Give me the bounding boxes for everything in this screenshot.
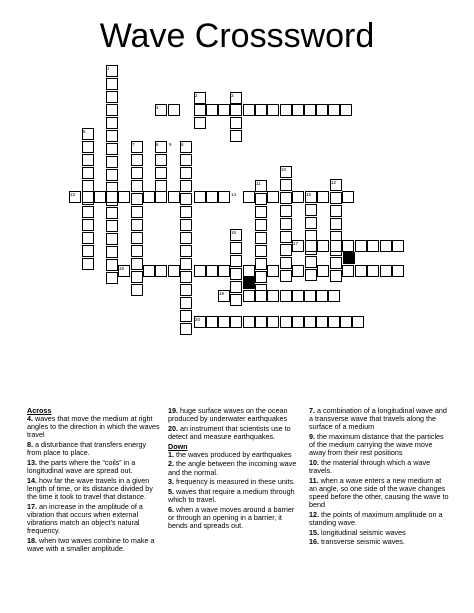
grid-cell[interactable]: [180, 167, 192, 179]
clue-down-1: 1. the waves produced by earthquakes: [168, 449, 292, 459]
grid-cell[interactable]: [280, 205, 292, 217]
clue-number: 13: [70, 191, 76, 197]
grid-cell[interactable]: [82, 258, 94, 270]
grid-cell[interactable]: [342, 265, 354, 277]
grid-cell[interactable]: [180, 310, 192, 322]
grid-cell[interactable]: [305, 204, 317, 216]
clue-number: 7: [132, 141, 135, 147]
clue-number: 4: [156, 104, 159, 110]
grid-cell[interactable]: [292, 265, 304, 277]
clue-number: 14: [231, 191, 237, 197]
grid-cell[interactable]: [392, 240, 404, 252]
grid-cell[interactable]: [280, 179, 292, 191]
clue-number: 3: [231, 92, 234, 98]
grid-cell[interactable]: [131, 206, 143, 218]
grid-cell[interactable]: [194, 117, 206, 129]
clue-across-14: 14. how far the wave travels in a given length of time, or its distance divided by the time it took to travel that distance.: [27, 475, 153, 502]
grid-cell[interactable]: [255, 219, 267, 231]
grid-cell[interactable]: [267, 104, 279, 116]
grid-cell[interactable]: [255, 245, 267, 257]
grid-cell[interactable]: [367, 265, 379, 277]
grid-cell[interactable]: [255, 232, 267, 244]
grid-cell[interactable]: [280, 270, 292, 282]
grid-cell[interactable]: [106, 117, 118, 129]
grid-cell[interactable]: [280, 316, 292, 328]
grid-cell[interactable]: [380, 265, 392, 277]
grid-cell[interactable]: [243, 104, 255, 116]
grid-cell[interactable]: [218, 265, 230, 277]
clue-number: 17: [293, 240, 299, 246]
grid-cell[interactable]: [243, 316, 255, 328]
clue-across-13: 13. the parts where the “coils” in a longitudinal wave are spread out.: [27, 457, 136, 476]
grid-cell[interactable]: [328, 316, 340, 328]
grid-cell[interactable]: [255, 206, 267, 218]
grid-cell[interactable]: [255, 104, 267, 116]
grid-cell[interactable]: [267, 191, 279, 203]
across-heading: Across: [27, 406, 52, 415]
grid-cell[interactable]: [131, 180, 143, 192]
clue-number: 10: [281, 166, 287, 172]
grid-cell[interactable]: [304, 290, 316, 302]
grid-cell[interactable]: [194, 265, 206, 277]
clue-down-16: 16. transverse seismic waves.: [309, 537, 405, 547]
clue-number: 19: [219, 290, 225, 296]
grid-cell[interactable]: [82, 141, 94, 153]
grid-cell[interactable]: [316, 104, 328, 116]
grid-cell[interactable]: [82, 219, 94, 231]
grid-cell[interactable]: [206, 191, 218, 203]
grid-cell[interactable]: [82, 232, 94, 244]
grid-cell[interactable]: [280, 218, 292, 230]
grid-cell[interactable]: [255, 258, 267, 270]
grid-cell[interactable]: [106, 143, 118, 155]
grid-cell[interactable]: [168, 104, 180, 116]
grid-cell[interactable]: [267, 265, 279, 277]
clue-down-7: 7. a combination of a longitudinal wave and a transverse wave that travels along the surface of a medium: [309, 406, 447, 432]
grid-cell[interactable]: [180, 323, 192, 335]
clue-down-12: 12. the points of maximum amplitude on a standing wave.: [309, 509, 443, 528]
grid-cell[interactable]: [106, 259, 118, 271]
down-heading: Down: [168, 441, 188, 451]
grid-cell[interactable]: [106, 246, 118, 258]
grid-cell[interactable]: [180, 271, 192, 283]
grid-cell[interactable]: [280, 257, 292, 269]
clue-down-5: 5. waves that require a medium through which to travel.: [168, 486, 295, 505]
clue-number: 2: [195, 92, 198, 98]
grid-cell[interactable]: [230, 294, 242, 306]
grid-cell[interactable]: [82, 245, 94, 257]
grid-cell[interactable]: [280, 192, 292, 204]
grid-cell[interactable]: [380, 240, 392, 252]
clue-across-17: 17. an increase in the amplitude of a vibration that occurs when external vibrations match an object’s natural frequency.: [27, 501, 143, 536]
grid-cell[interactable]: [355, 265, 367, 277]
grid-cell[interactable]: [340, 104, 352, 116]
blocked-cell: [243, 277, 255, 289]
grid-cell[interactable]: [230, 117, 242, 129]
grid-cell[interactable]: [106, 220, 118, 232]
grid-cell[interactable]: [131, 154, 143, 166]
grid-cell[interactable]: [317, 265, 329, 277]
grid-cell[interactable]: [106, 191, 118, 203]
grid-cell[interactable]: [230, 281, 242, 293]
clue-across-8: 8. a disturbance that transfers energy from place to place.: [27, 440, 147, 458]
grid-cell[interactable]: [255, 316, 267, 328]
grid-cell[interactable]: [106, 207, 118, 219]
across-clues-col1: [27, 407, 161, 555]
clue-number: 6: [156, 141, 159, 147]
grid-cell[interactable]: [243, 191, 255, 203]
grid-cell[interactable]: [106, 104, 118, 116]
grid-cell[interactable]: [342, 240, 354, 252]
grid-cell[interactable]: [155, 167, 167, 179]
grid-cell[interactable]: [143, 265, 155, 277]
grid-cell[interactable]: [131, 258, 143, 270]
grid-cell[interactable]: [180, 180, 192, 192]
clue-number: 9: [169, 141, 172, 147]
grid-cell[interactable]: [305, 240, 317, 252]
grid-cell[interactable]: [218, 104, 230, 116]
grid-cell[interactable]: [304, 316, 316, 328]
grid-cell[interactable]: [168, 191, 180, 203]
grid-cell[interactable]: [180, 245, 192, 257]
blocked-cell: [343, 252, 355, 264]
clue-down-15: 15. longitudinal seismic waves: [309, 527, 406, 537]
grid-cell[interactable]: [168, 265, 180, 277]
grid-cell[interactable]: [180, 219, 192, 231]
grid-cell[interactable]: [328, 104, 340, 116]
grid-cell[interactable]: [392, 265, 404, 277]
grid-cell[interactable]: [280, 231, 292, 243]
grid-cell[interactable]: [180, 297, 192, 309]
grid-cell[interactable]: [194, 191, 206, 203]
grid-cell[interactable]: [316, 290, 328, 302]
grid-cell[interactable]: [82, 167, 94, 179]
grid-cell[interactable]: [330, 218, 342, 230]
grid-cell[interactable]: [367, 240, 379, 252]
grid-cell[interactable]: [82, 191, 94, 203]
grid-cell[interactable]: [206, 104, 218, 116]
clue-number: 8: [181, 141, 184, 147]
grid-cell[interactable]: [267, 290, 279, 302]
clue-number: 5: [83, 128, 86, 134]
clue-number: 11: [256, 180, 261, 186]
grid-cell[interactable]: [82, 206, 94, 218]
grid-cell[interactable]: [230, 130, 242, 142]
grid-cell[interactable]: [106, 156, 118, 168]
grid-cell[interactable]: [305, 256, 317, 268]
grid-cell[interactable]: [352, 316, 364, 328]
grid-cell[interactable]: [280, 104, 292, 116]
clue-number: 16: [231, 229, 237, 235]
grid-cell[interactable]: [218, 191, 230, 203]
grid-cell[interactable]: [316, 316, 328, 328]
grid-cell[interactable]: [330, 257, 342, 269]
grid-cell[interactable]: [243, 290, 255, 302]
clue-down-11: 11. when a wave enters a new medium at an angle, so one side of the wave changes speed before the other, causing the wave to bend: [309, 475, 449, 510]
clue-across-4: 4. waves that move the medium at right angles to the direction in which the waves travel: [27, 414, 160, 440]
grid-cell[interactable]: [180, 206, 192, 218]
clue-number: 18: [119, 265, 125, 271]
grid-cell[interactable]: [255, 193, 267, 205]
clue-across-18: 18. when two waves combine to make a wave with a smaller amplitude.: [27, 535, 155, 553]
grid-cell[interactable]: [292, 191, 304, 203]
clue-across-20: 20. an instrument that scientists use to detect and measure earthquakes.: [168, 423, 291, 441]
grid-cell[interactable]: [180, 232, 192, 244]
grid-cell[interactable]: [180, 284, 192, 296]
grid-cell[interactable]: [243, 265, 255, 277]
grid-cell[interactable]: [317, 191, 329, 203]
clue-number: 1: [107, 65, 110, 71]
grid-cell[interactable]: [131, 232, 143, 244]
grid-cell[interactable]: [230, 104, 242, 116]
clues-col2: [168, 407, 302, 532]
grid-cell[interactable]: [355, 240, 367, 252]
grid-cell[interactable]: [330, 240, 342, 252]
grid-cell[interactable]: [330, 205, 342, 217]
grid-cell[interactable]: [131, 193, 143, 205]
grid-cell[interactable]: [330, 270, 342, 282]
grid-cell[interactable]: [155, 265, 167, 277]
grid-cell[interactable]: [180, 154, 192, 166]
grid-cell[interactable]: [292, 290, 304, 302]
grid-cell[interactable]: [218, 316, 230, 328]
clue-number: 15: [306, 191, 312, 197]
clue-down-6: 6. when a wave moves around a barrier or through an opening in a barrier, it bends and spreads out.: [168, 504, 295, 531]
clue-number: 20: [195, 316, 201, 322]
grid-cell[interactable]: [304, 104, 316, 116]
grid-cell[interactable]: [230, 268, 242, 280]
grid-cell[interactable]: [131, 219, 143, 231]
grid-cell[interactable]: [106, 91, 118, 103]
grid-cell[interactable]: [255, 290, 267, 302]
page-title: Wave Crosssword: [99, 17, 375, 55]
grid-cell[interactable]: [206, 316, 218, 328]
clue-down-2: 2. the angle between the incoming wave and the normal.: [168, 459, 297, 477]
grid-cell[interactable]: [131, 167, 143, 179]
grid-cell[interactable]: [280, 290, 292, 302]
grid-cell[interactable]: [106, 78, 118, 90]
grid-cell[interactable]: [330, 192, 342, 204]
grid-cell[interactable]: [82, 154, 94, 166]
grid-cell[interactable]: [131, 284, 143, 296]
grid-cell[interactable]: [230, 242, 242, 254]
clue-down-10: 10. the material through which a wave travels.: [309, 457, 431, 476]
clue-across-19: 19. huge surface waves on the ocean produced by underwater earthquakes: [168, 406, 288, 424]
grid-cell[interactable]: [131, 245, 143, 257]
grid-cell[interactable]: [340, 316, 352, 328]
grid-cell[interactable]: [230, 255, 242, 267]
grid-cell[interactable]: [292, 316, 304, 328]
grid-cell[interactable]: [206, 265, 218, 277]
grid-cell[interactable]: [255, 271, 267, 283]
clues-col3: [309, 407, 451, 548]
clue-down-9: 9. the maximum distance that the particles of the medium carrying the wave move away from their rest positions: [309, 431, 444, 458]
clue-number: 12: [331, 179, 337, 185]
grid-cell[interactable]: [305, 217, 317, 229]
grid-cell[interactable]: [280, 244, 292, 256]
grid-cell[interactable]: [230, 316, 242, 328]
grid-cell[interactable]: [106, 233, 118, 245]
grid-cell[interactable]: [106, 272, 118, 284]
grid-cell[interactable]: [155, 154, 167, 166]
grid-cell[interactable]: [131, 271, 143, 283]
grid-cell[interactable]: [342, 191, 354, 203]
grid-cell[interactable]: [292, 104, 304, 116]
grid-cell[interactable]: [267, 316, 279, 328]
clue-down-3: 3. frequency is measured in these units.: [168, 477, 296, 487]
grid-cell[interactable]: [305, 269, 317, 281]
grid-cell[interactable]: [106, 169, 118, 181]
grid-cell[interactable]: [180, 258, 192, 270]
grid-cell[interactable]: [143, 191, 155, 203]
grid-cell[interactable]: [106, 130, 118, 142]
grid-cell[interactable]: [328, 290, 340, 302]
grid-cell[interactable]: [155, 191, 167, 203]
grid-cell[interactable]: [180, 193, 192, 205]
grid-cell[interactable]: [194, 104, 206, 116]
grid-cell[interactable]: [317, 240, 329, 252]
grid-cell[interactable]: [94, 191, 106, 203]
grid-cell[interactable]: [118, 191, 130, 203]
